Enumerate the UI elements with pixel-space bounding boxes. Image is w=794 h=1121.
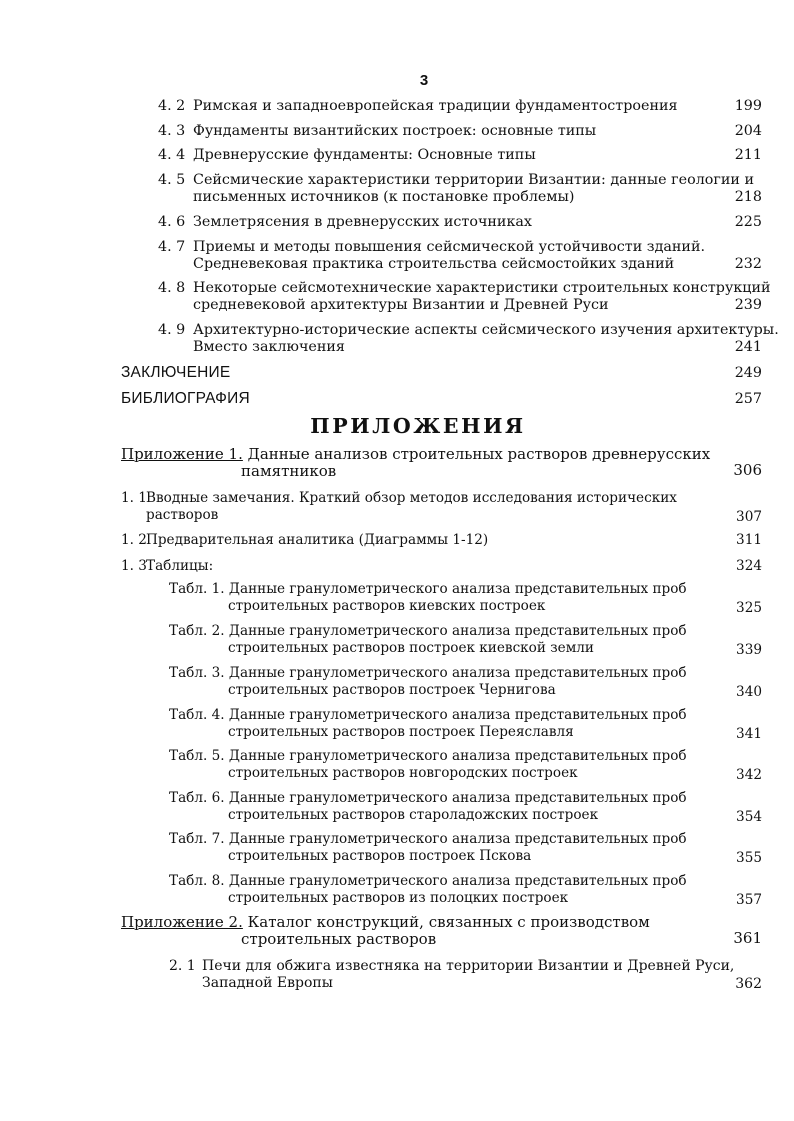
entry-number: 1. 1: [121, 490, 147, 506]
entry-title: [121, 446, 710, 480]
entry-number: 4. 9: [158, 322, 186, 338]
entry-page: 355: [736, 850, 762, 866]
entry-title: Табл. 5. Данные гранулометрического анализа представительных проб строительных растворов новгородских построек: [169, 748, 687, 781]
entry-number: 4. 5: [158, 172, 186, 188]
entry-page: 204: [734, 123, 762, 139]
entry-title: Печи для обжига известняка на территории Византии и Древней Руси, Западной Европы: [202, 958, 735, 991]
entry-title: Табл. 2. Данные гранулометрического анализа представительных проб строительных растворов построек киевской земли: [169, 623, 687, 656]
entry-title: БИБЛИОГРАФИЯ: [121, 390, 250, 407]
entry-title: [121, 914, 650, 948]
entry-page: 225: [734, 214, 762, 230]
entry-page: 342: [736, 767, 762, 783]
entry-page: 361: [733, 929, 762, 947]
appendix-title-cont: строительных растворов: [241, 930, 437, 948]
entry-title: Землетрясения в древнерусских источниках: [193, 214, 532, 230]
entry-title: Табл. 4. Данные гранулометрического анализа представительных проб строительных растворов построек Переяславля: [169, 707, 687, 740]
entry-number: 4. 2: [158, 98, 186, 114]
entry-number: 4. 6: [158, 214, 186, 230]
appendix-label: Приложение 2.: [121, 913, 243, 931]
entry-number: 2. 1: [169, 958, 196, 974]
entry-page: 211: [734, 147, 762, 163]
entry-title: Табл. 7. Данные гранулометрического анализа представительных проб строительных растворов построек Пскова: [169, 831, 687, 864]
appendix-title: Каталог конструкций, связанных с производством: [242, 913, 650, 931]
entry-page: 232: [734, 256, 762, 272]
entry-page: 362: [735, 976, 762, 992]
entry-page: 257: [734, 391, 762, 407]
entry-title: Римская и западноевропейская традиции фундаментостроения: [193, 98, 678, 114]
appendices-heading: ПРИЛОЖЕНИЯ: [310, 414, 526, 438]
entry-page: 339: [736, 642, 762, 658]
entry-page: 325: [736, 600, 762, 616]
entry-title: Предварительная аналитика (Диаграммы 1-12): [146, 532, 489, 548]
entry-title: Приемы и методы повышения сейсмической устойчивости зданий. Средневековая практика строительства сейсмостойких зданий: [193, 239, 706, 272]
entry-number: 4. 3: [158, 123, 186, 139]
entry-page: 307: [736, 509, 762, 525]
entry-number: 1. 3: [121, 558, 147, 574]
entry-page: 218: [734, 189, 762, 205]
entry-page: 249: [734, 365, 762, 381]
entry-title: Таблицы:: [146, 558, 214, 574]
entry-title: Табл. 3. Данные гранулометрического анализа представительных проб строительных растворов построек Чернигова: [169, 665, 687, 698]
entry-page: 311: [736, 532, 762, 548]
entry-title: Табл. 1. Данные гранулометрического анализа представительных проб строительных растворов киевских построек: [169, 581, 687, 614]
entry-page: 306: [733, 461, 762, 479]
entry-page: 239: [734, 297, 762, 313]
appendix-title: Данные анализов строительных растворов древнерусских: [242, 445, 711, 463]
entry-page: 357: [736, 892, 762, 908]
entry-number: 4. 7: [158, 239, 186, 255]
entry-page: 199: [734, 98, 762, 114]
entry-title: Табл. 6. Данные гранулометрического анализа представительных проб строительных растворов староладожских построек: [169, 790, 687, 823]
entry-number: 4. 4: [158, 147, 186, 163]
entry-title: Фундаменты византийских построек: основные типы: [193, 123, 597, 139]
entry-title: Архитектурно-исторические аспекты сейсмического изучения архитектуры. Вместо заключения: [193, 322, 779, 355]
entry-title: Древнерусские фундаменты: Основные типы: [193, 147, 536, 163]
entry-title: Некоторые сейсмотехнические характеристики строительных конструкций средневековой архитектуры Византии и Древней Руси: [193, 280, 771, 313]
appendix-label: Приложение 1.: [121, 445, 243, 463]
entry-page: 324: [736, 558, 762, 574]
entry-number: 1. 2: [121, 532, 147, 548]
entry-page: 354: [736, 809, 762, 825]
entry-title: Вводные замечания. Краткий обзор методов исследования исторических растворов: [146, 490, 677, 523]
entry-page: 340: [736, 684, 762, 700]
appendix-title-cont: памятников: [241, 462, 337, 480]
entry-title: Сейсмические характеристики территории Византии: данные геологии и письменных источников (к постановке проблемы): [193, 172, 755, 205]
entry-page: 341: [736, 726, 762, 742]
page-number: 3: [419, 72, 429, 89]
entry-number: 4. 8: [158, 280, 186, 296]
entry-title: ЗАКЛЮЧЕНИЕ: [121, 364, 231, 381]
entry-title: Табл. 8. Данные гранулометрического анализа представительных проб строительных растворов из полоцких построек: [169, 873, 687, 906]
entry-page: 241: [734, 339, 762, 355]
